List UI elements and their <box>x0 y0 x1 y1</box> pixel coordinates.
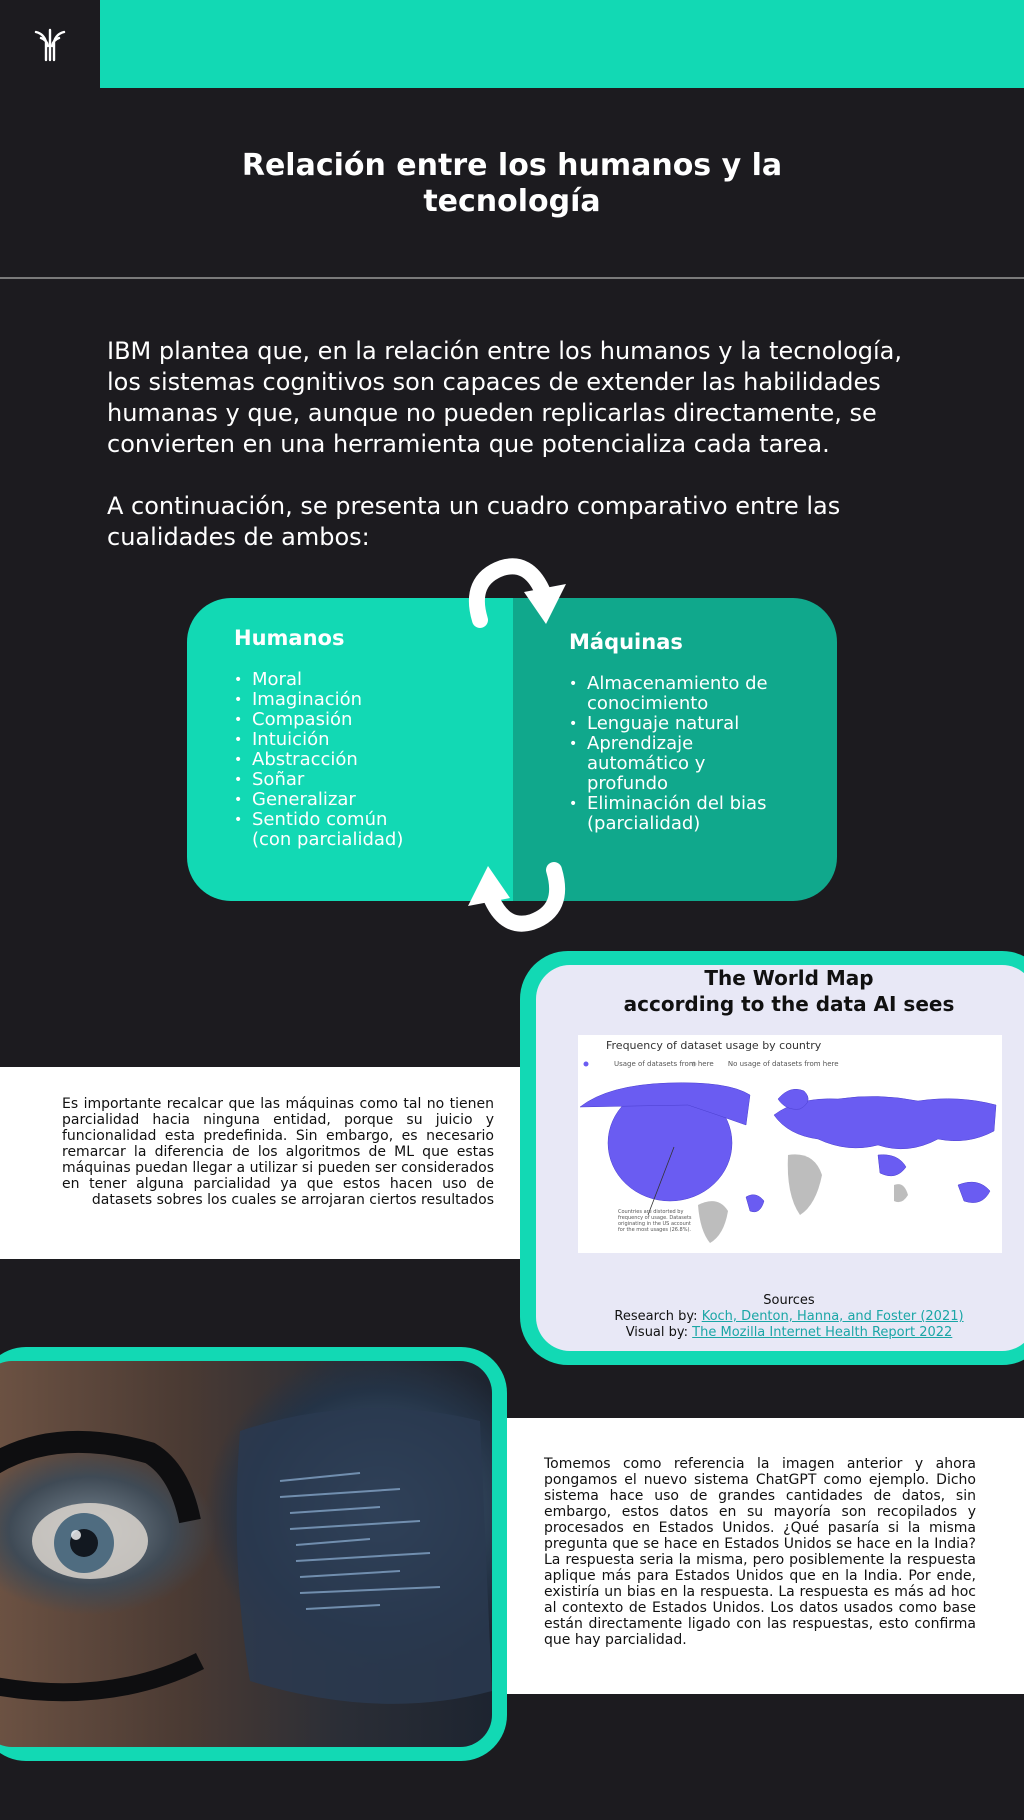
eye-glasses-image <box>0 1361 492 1747</box>
intro-paragraph: IBM plantea que, en la relación entre los humanos y la tecnología, los sistemas cognitivos son capaces de extender las habilidades humanas y que, aunque no pueden replicarlas directamente, se convierten en una herramienta que potencializa cada tarea. <box>107 337 902 458</box>
research-link[interactable]: Koch, Denton, Hanna, and Foster (2021) <box>701 1309 964 1324</box>
legend-unused: No usage of datasets from here <box>727 1060 839 1068</box>
humans-list <box>234 670 513 850</box>
cycle-arrow-icon <box>462 858 572 940</box>
sources-label: Sources <box>763 1293 815 1308</box>
list-item: • Aprendizaje automático y profundo <box>569 734 729 794</box>
intro-paragraph: A continuación, se presenta un cuadro comparativo entre las cualidades de ambos: <box>107 492 841 551</box>
map-title-line: The World Map <box>704 966 874 990</box>
humans-title: Humanos <box>234 626 345 650</box>
legend-used: Usage of datasets from here <box>614 1060 714 1068</box>
map-note: Countries are distorted by frequency of usage. Datasets originating in the US account for the most usages (26.8%). <box>618 1209 692 1233</box>
list-item: • Moral <box>234 670 513 690</box>
list-item: • Almacenamiento de conocimiento <box>569 674 789 714</box>
chatgpt-paragraph: Tomemos como referencia la imagen anterior y ahora pongamos el nuevo sistema ChatGPT como ejemplo. Dicho sistema hace uso de grandes cantidades de datos, sin embargo, estos datos en su mayoría son recopilados y procesados en Estados Unidos. ¿Qué pasaría si la misma pregunta que se hace en Estados Unidos se hace en la India? La respuesta seria la misma, pero posiblemente la respuesta aplique más para Estados Unidos que en la India. Por ende, existiría un bias en la respuesta. La respuesta es más ad hoc al contexto de Estados Unidos. Los datos usados como base están directamente ligado con las respuestas, esto confirma que hay parcialidad. <box>544 1456 976 1648</box>
research-label: Research by: <box>614 1309 698 1324</box>
map-title-line: according to the data AI sees <box>623 992 955 1016</box>
cycle-arrow-icon <box>462 550 572 632</box>
list-item: • Lenguaje natural <box>569 714 789 734</box>
list-item: • Generalizar <box>234 790 513 810</box>
glasses-photo <box>0 1361 492 1747</box>
world-map-card <box>536 965 1024 1351</box>
page-title: Relación entre los humanos y la tecnología <box>241 148 783 219</box>
machines-column <box>513 598 837 901</box>
tree-logo-icon <box>30 24 70 64</box>
list-item: • Soñar <box>234 770 513 790</box>
list-item: • Eliminación del bias (parcialidad) <box>569 794 769 834</box>
map-legend <box>608 1060 839 1068</box>
list-item: • Imaginación <box>234 690 513 710</box>
intro-text <box>107 336 927 584</box>
map-subtitle: Frequency of dataset usage by country <box>606 1039 822 1052</box>
machines-list <box>569 674 789 834</box>
visual-credit <box>536 1325 1024 1341</box>
sources <box>536 1293 1024 1341</box>
list-item: • Intuición <box>234 730 513 750</box>
divider <box>0 277 1024 279</box>
research-credit <box>536 1309 1024 1325</box>
logo[interactable] <box>0 0 100 88</box>
visual-link[interactable]: The Mozilla Internet Health Report 2022 <box>692 1325 953 1340</box>
list-item: • Compasión <box>234 710 513 730</box>
top-accent-bar <box>100 0 1024 88</box>
bias-paragraph: Es importante recalcar que las máquinas como tal no tienen parcialidad hacia ninguna entidad, porque su juicio y funcionalidad esta predefinida. Sin embargo, es necesario remarcar la diferencia de los algoritmos de ML que estas máquinas puedan llegar a utilizar si pueden ser considerados en tener alguna parcialidad ya que estos hacen uso de datasets sobres los cuales se arrojaran ciertos resultados <box>62 1096 494 1208</box>
map-title <box>536 965 1024 1017</box>
comparison-table <box>187 598 837 901</box>
visual-label: Visual by: <box>625 1325 689 1340</box>
humans-column <box>187 598 513 901</box>
machines-title: Máquinas <box>569 630 683 654</box>
list-item: • Sentido común (con parcialidad) <box>234 810 424 850</box>
list-item: • Abstracción <box>234 750 513 770</box>
